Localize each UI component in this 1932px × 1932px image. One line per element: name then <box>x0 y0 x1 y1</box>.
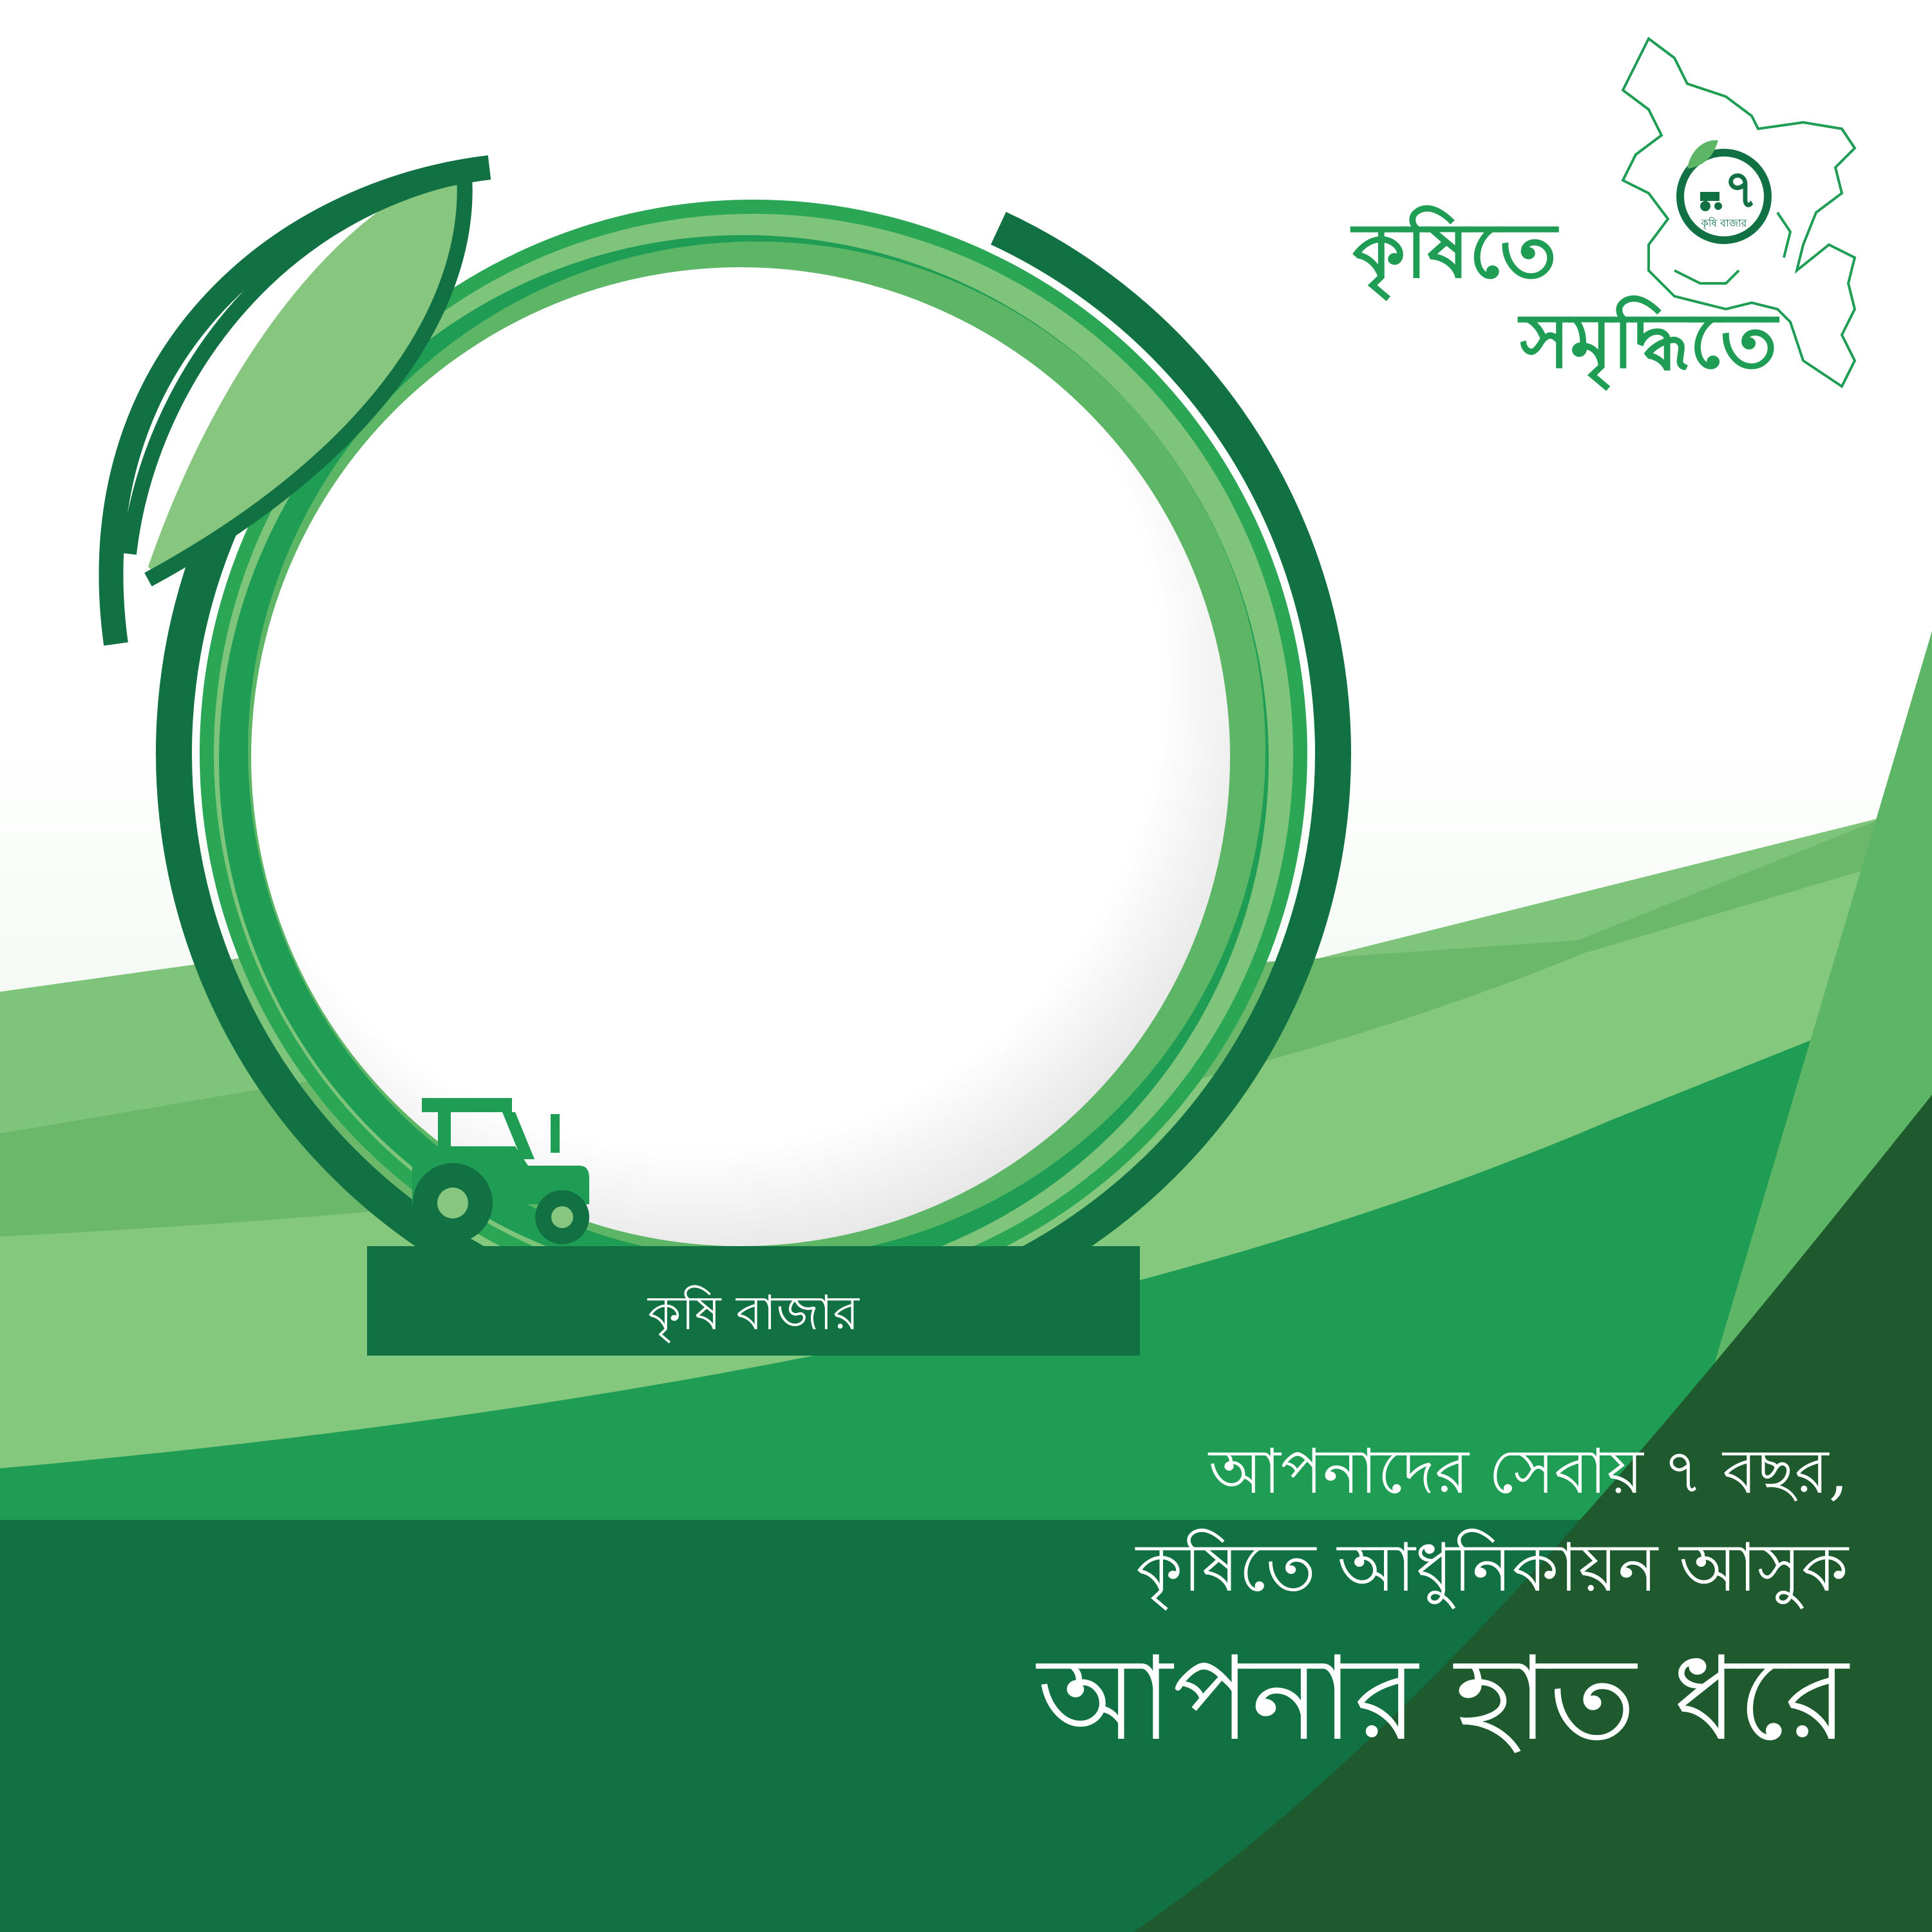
tagline-line-1: আপনাদের সেবায় ৭ বছর, <box>1208 1435 1848 1508</box>
frame-label: কৃষি বাজার <box>647 1285 860 1341</box>
badge-caption: কৃষি বাজার <box>1701 217 1747 229</box>
tagline-line-2: কৃষিতে আধুনিকায়ন আসুক <box>1135 1528 1848 1607</box>
photo-placeholder[interactable] <box>251 267 1230 1246</box>
slogan-line-2: সমৃদ্ধিতে <box>1520 296 1777 385</box>
slogan-line-1: কৃষিতে <box>1352 206 1557 295</box>
badge-number: ৭ <box>1723 159 1758 220</box>
tagline-line-3: আপনার হাত ধরে <box>1037 1632 1848 1766</box>
